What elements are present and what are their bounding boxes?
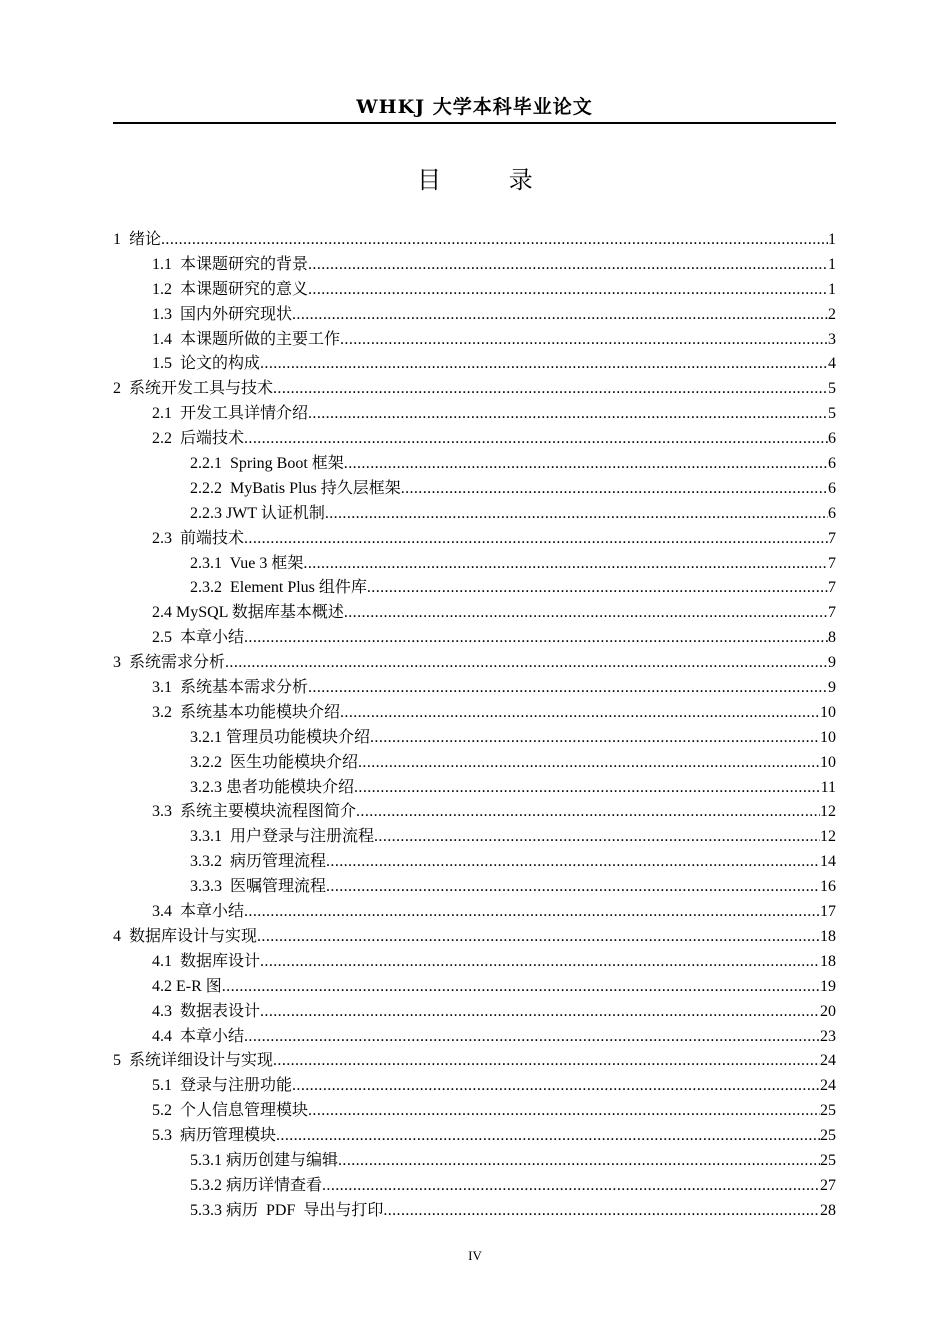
toc-entry-page-number: 17 [820, 903, 836, 921]
toc-entry[interactable] [113, 278, 836, 303]
toc-entry-label: 2.2.1 Spring Boot 框架 [190, 455, 344, 473]
toc-entry-label: 1.3 国内外研究现状 [152, 305, 293, 323]
toc-entry[interactable] [113, 452, 836, 477]
toc-entry-page-number: 4 [828, 355, 836, 373]
toc-entry-label: 1.5 论文的构成 [152, 355, 261, 373]
toc-entry[interactable] [113, 1025, 836, 1050]
toc-entry-page-number: 8 [828, 629, 836, 647]
toc-title: 目 录 [417, 166, 563, 194]
dot-leader [292, 1074, 820, 1099]
toc-entry[interactable] [113, 701, 836, 726]
toc-entry[interactable] [113, 303, 836, 328]
running-header [113, 92, 836, 124]
toc-entry-page-number: 23 [820, 1027, 836, 1045]
toc-entry-label: 5.3.3 病历 PDF 导出与打印 [190, 1201, 384, 1219]
dot-leader [367, 576, 828, 601]
dot-leader [340, 328, 828, 353]
toc-entry-page-number: 18 [820, 927, 836, 945]
toc-entry[interactable] [113, 352, 836, 377]
dot-leader [244, 527, 828, 552]
toc-entry-page-number: 10 [820, 703, 836, 721]
toc-entry-label: 2.3 前端技术 [152, 529, 245, 547]
toc-entry[interactable] [113, 328, 836, 353]
dot-leader [356, 800, 820, 825]
toc-entry-page-number: 1 [828, 231, 836, 248]
toc-entry-label: 3.3.1 用户登录与注册流程 [190, 828, 375, 846]
dot-leader [325, 502, 828, 527]
toc-entry-page-number: 7 [828, 554, 836, 572]
toc-entry-page-number: 25 [820, 1151, 836, 1169]
toc-entry-page-number: 9 [828, 654, 836, 672]
toc-entry-label: 5.3 病历管理模块 [152, 1127, 277, 1145]
toc-entry-label: 3.2.2 医生功能模块介绍 [190, 753, 359, 771]
toc-entry-page-number: 7 [828, 529, 836, 547]
dot-leader [161, 228, 828, 253]
toc-entry-label: 2.3.2 Element Plus 组件库 [190, 579, 367, 597]
toc-entry-page-number: 6 [828, 479, 836, 497]
dot-leader [383, 1199, 820, 1224]
toc-entry-page-number: 7 [828, 604, 836, 622]
toc-entry[interactable] [113, 726, 836, 751]
toc-entry-page-number: 2 [828, 305, 836, 323]
dot-leader [326, 850, 820, 875]
toc-entry-page-number: 9 [828, 679, 836, 697]
dot-leader [338, 1149, 820, 1174]
toc-entry[interactable] [113, 253, 836, 278]
toc-entry[interactable] [113, 502, 836, 527]
toc-entry[interactable] [113, 950, 836, 975]
toc-entry-label: 3.1 系统基本需求分析 [152, 679, 309, 697]
toc-entry-label: 3.4 本章小结 [152, 903, 245, 921]
toc-entry-page-number: 12 [820, 803, 836, 821]
toc-entry[interactable] [113, 576, 836, 601]
toc-entry-page-number: 19 [820, 977, 836, 995]
toc-entry-page-number: 5 [828, 380, 836, 398]
toc-entry-page-number: 24 [820, 1052, 836, 1070]
toc-entry[interactable] [113, 477, 836, 502]
dot-leader [244, 626, 828, 651]
toc-entry-page-number: 16 [820, 878, 836, 896]
toc-entry[interactable] [113, 1000, 836, 1025]
toc-entry-label: 5.1 登录与注册功能 [152, 1077, 293, 1095]
dot-leader [260, 352, 828, 377]
toc-entry-page-number: 20 [820, 1002, 836, 1020]
toc-entry-label: 2.2.3 JWT 认证机制 [190, 504, 325, 522]
dot-leader [244, 1025, 820, 1050]
toc-entry[interactable] [113, 1149, 836, 1174]
toc-entry-page-number: 1 [828, 255, 836, 273]
toc-entry[interactable] [113, 776, 836, 801]
dot-leader [308, 253, 828, 278]
toc-entry-label: 1.2 本课题研究的意义 [152, 280, 309, 298]
toc-entry-page-number: 25 [820, 1127, 836, 1145]
dot-leader [273, 377, 828, 402]
table-of-contents [113, 228, 836, 1224]
dot-leader [260, 950, 820, 975]
toc-entry-label: 5.3.1 病历创建与编辑 [190, 1151, 339, 1169]
dot-leader [358, 751, 820, 776]
toc-entry-label: 3.3.2 病历管理流程 [190, 853, 327, 871]
toc-entry-label: 4 数据库设计与实现 [113, 927, 258, 945]
dot-leader [344, 601, 828, 626]
toc-entry[interactable] [113, 626, 836, 651]
dot-leader [303, 552, 828, 577]
toc-entry-page-number: 11 [820, 778, 836, 796]
running-title: WHKJ 大学本科毕业论文 [356, 96, 593, 118]
toc-entry[interactable] [113, 1174, 836, 1199]
toc-entry-page-number: 27 [820, 1176, 836, 1194]
dot-leader [401, 477, 828, 502]
toc-entry-label: 2.1 开发工具详情介绍 [152, 405, 309, 423]
toc-entry-label: 2.4 MySQL 数据库基本概述 [152, 604, 344, 622]
toc-entry[interactable] [113, 427, 836, 452]
toc-entry-label: 4.1 数据库设计 [152, 952, 261, 970]
toc-entry-page-number: 24 [820, 1077, 836, 1095]
dot-leader [308, 676, 828, 701]
toc-entry-label: 5 系统详细设计与实现 [113, 1052, 274, 1070]
page-number: IV [468, 1248, 482, 1263]
toc-entry[interactable] [113, 1049, 836, 1074]
toc-entry[interactable] [113, 402, 836, 427]
dot-leader [370, 726, 820, 751]
toc-entry[interactable] [113, 601, 836, 626]
toc-entry[interactable] [113, 676, 836, 701]
dot-leader [340, 701, 820, 726]
toc-entry-label: 2.5 本章小结 [152, 629, 245, 647]
toc-entry[interactable] [113, 1124, 836, 1149]
toc-entry-page-number: 1 [828, 280, 836, 298]
dot-leader [222, 975, 820, 1000]
toc-entry-label: 2 系统开发工具与技术 [113, 380, 274, 398]
toc-entry-page-number: 10 [820, 728, 836, 746]
toc-entry-label: 1.1 本课题研究的背景 [152, 255, 309, 273]
dot-leader [354, 776, 821, 801]
toc-entry[interactable] [113, 552, 836, 577]
toc-entry-page-number: 18 [820, 952, 836, 970]
dot-leader [260, 1000, 820, 1025]
toc-entry[interactable] [113, 1074, 836, 1099]
dot-leader [244, 427, 828, 452]
toc-entry-page-number: 6 [828, 430, 836, 448]
dot-leader [292, 303, 828, 328]
toc-entry[interactable] [113, 800, 836, 825]
toc-entry-page-number: 10 [820, 753, 836, 771]
dot-leader [326, 875, 820, 900]
toc-entry-page-number: 5 [828, 405, 836, 423]
toc-entry[interactable] [113, 1099, 836, 1124]
toc-entry-label: 5.2 个人信息管理模块 [152, 1102, 309, 1120]
dot-leader [374, 825, 820, 850]
dot-leader [276, 1124, 820, 1149]
dot-leader [322, 1174, 820, 1199]
toc-entry-label: 4.4 本章小结 [152, 1027, 245, 1045]
toc-entry-label: 3 系统需求分析 [113, 654, 226, 672]
toc-entry[interactable] [113, 825, 836, 850]
toc-entry-page-number: 25 [820, 1102, 836, 1120]
toc-entry-label: 3.3 系统主要模块流程图简介 [152, 803, 357, 821]
toc-entry[interactable] [113, 1199, 836, 1224]
toc-entry-page-number: 7 [828, 579, 836, 597]
toc-entry[interactable] [113, 925, 836, 950]
toc-entry-page-number: 14 [820, 853, 836, 871]
toc-entry-label: 3.2.3 患者功能模块介绍 [190, 778, 355, 796]
toc-entry-page-number: 12 [820, 828, 836, 846]
dot-leader [308, 1099, 820, 1124]
toc-entry-label: 4.2 E-R 图 [152, 977, 222, 995]
toc-entry-label: 3.3.3 医嘱管理流程 [190, 878, 327, 896]
toc-entry-page-number: 28 [820, 1201, 836, 1219]
toc-entry[interactable] [113, 900, 836, 925]
dot-leader [273, 1049, 820, 1074]
dot-leader [308, 278, 828, 303]
toc-entry-page-number: 6 [828, 455, 836, 473]
dot-leader [225, 651, 828, 676]
toc-entry[interactable] [113, 228, 836, 253]
toc-entry-label: 3.2.1 管理员功能模块介绍 [190, 728, 371, 746]
toc-entry[interactable] [113, 850, 836, 875]
toc-entry-label: 1 绪论 [113, 231, 162, 248]
toc-entry-label: 1.4 本课题所做的主要工作 [152, 330, 341, 348]
toc-entry[interactable] [113, 377, 836, 402]
toc-entry-label: 2.2 后端技术 [152, 430, 245, 448]
dot-leader [244, 900, 820, 925]
dot-leader [257, 925, 820, 950]
toc-entry[interactable] [113, 751, 836, 776]
toc-entry-page-number: 3 [828, 330, 836, 348]
toc-entry-label: 5.3.2 病历详情查看 [190, 1176, 323, 1194]
toc-entry-label: 2.2.2 MyBatis Plus 持久层框架 [190, 479, 401, 497]
toc-entry[interactable] [113, 975, 836, 1000]
toc-entry-page-number: 6 [828, 504, 836, 522]
toc-entry-label: 4.3 数据表设计 [152, 1002, 261, 1020]
toc-entry[interactable] [113, 651, 836, 676]
dot-leader [308, 402, 828, 427]
dot-leader [344, 452, 828, 477]
toc-entry[interactable] [113, 875, 836, 900]
toc-entry-label: 2.3.1 Vue 3 框架 [190, 554, 304, 572]
toc-entry[interactable] [113, 527, 836, 552]
toc-entry-label: 3.2 系统基本功能模块介绍 [152, 703, 341, 721]
